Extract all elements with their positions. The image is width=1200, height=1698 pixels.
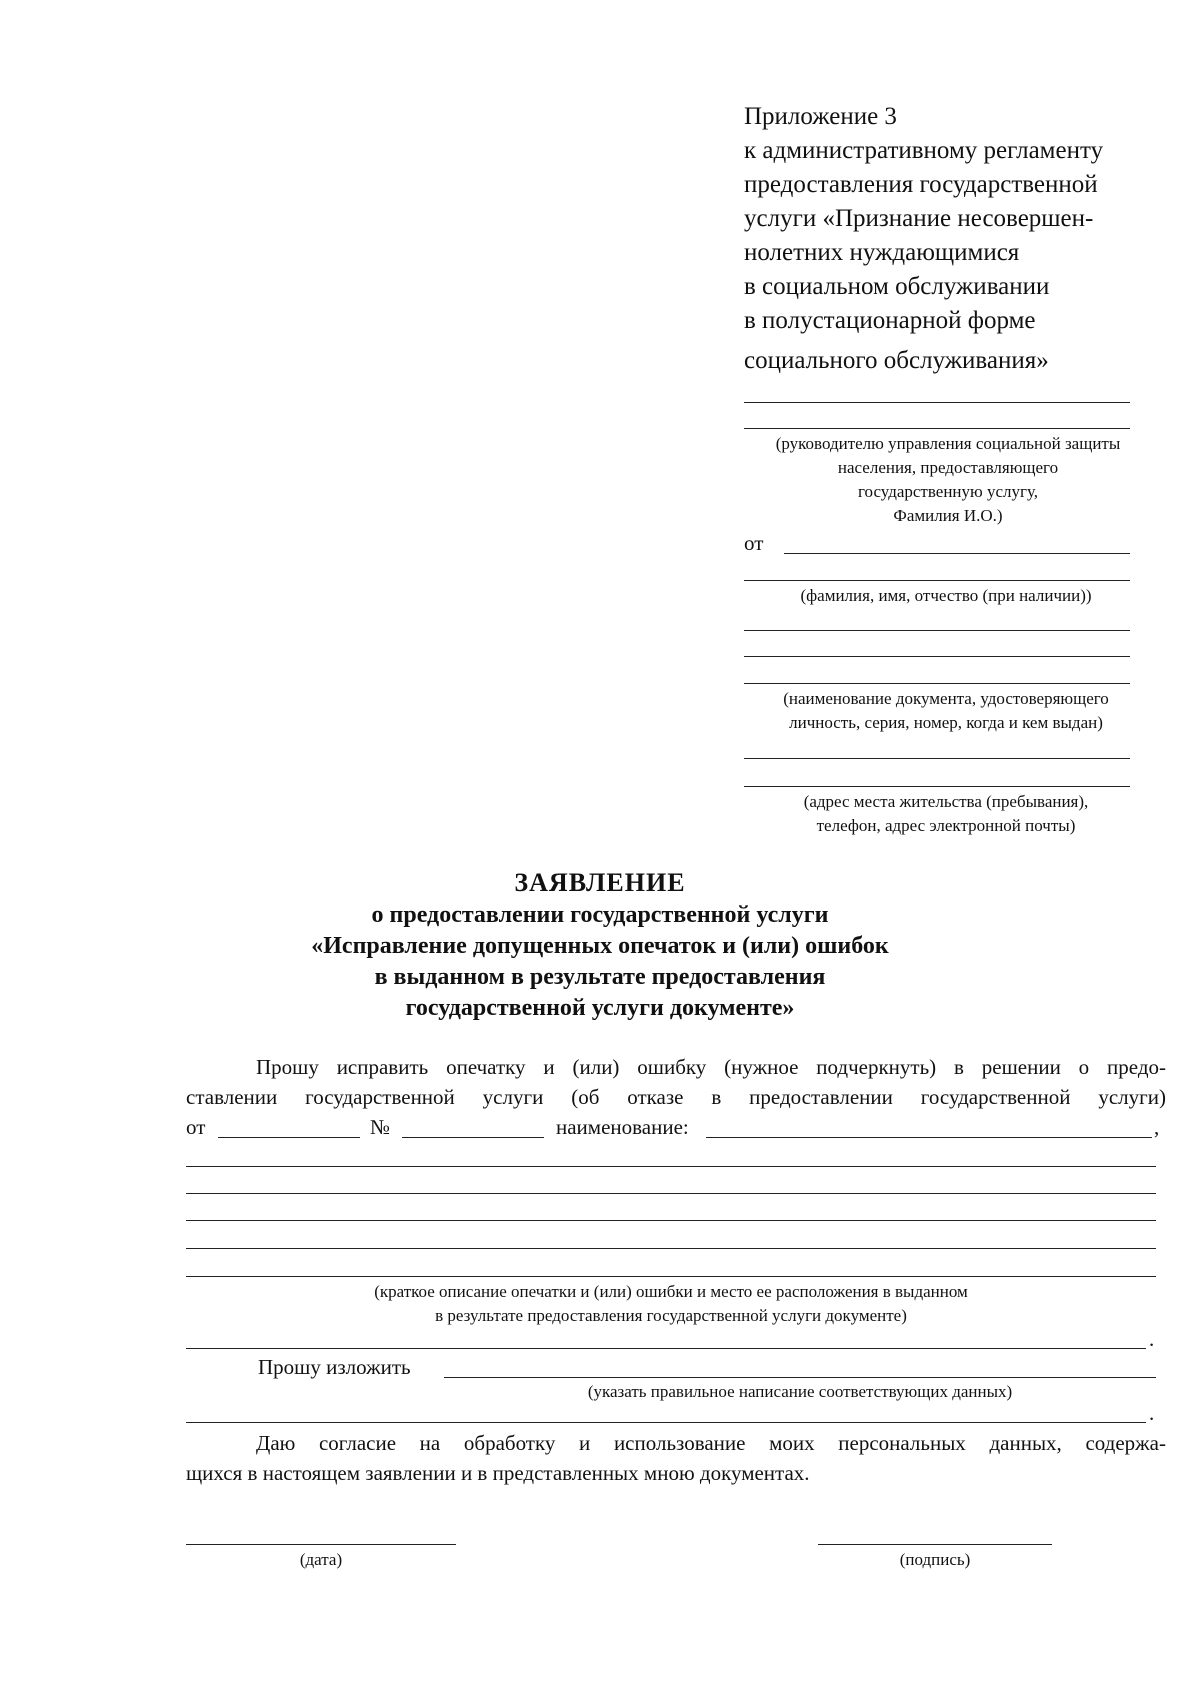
addressee-line[interactable] [744, 402, 1130, 403]
address-caption: (адрес места жительства (пребывания), телефон, адрес электронной почты) [803, 792, 1089, 835]
appendix-title: Приложение 3 [744, 103, 897, 130]
description-line[interactable] [186, 1220, 1156, 1221]
title-heading: ЗАЯВЛЕНИЕ [514, 868, 686, 897]
request-text-line2: ставлении государственной услуги (об отказе в предоставлении государственной услуги) [186, 1085, 1166, 1109]
document-title [0, 866, 1200, 1024]
appendix-line: нолетних нуждающимися [744, 239, 1020, 266]
description-line[interactable] [186, 1276, 1156, 1277]
appendix-line: социального обслуживания» [744, 347, 1049, 374]
appendix-line: услуги «Признание несовершен- [744, 205, 1094, 232]
decision-name-field[interactable] [706, 1137, 1152, 1138]
signature-caption: (подпись) [899, 1550, 971, 1569]
comma-mark: , [1154, 1115, 1160, 1139]
description-line[interactable] [186, 1166, 1156, 1167]
addressee-caption: (руководителю управления социальной защиты населения, предоставляющего государственную услугу, Фамилия И.О.) [775, 434, 1121, 525]
title-line: «Исправление допущенных опечаток и (или) ошибок [311, 933, 889, 959]
period-mark: . [1149, 1401, 1155, 1425]
date-caption: (дата) [299, 1550, 343, 1569]
description-line[interactable] [186, 1193, 1156, 1194]
correct-value-caption: (указать правильное написание соответствующих данных) [587, 1382, 1013, 1401]
document-caption: (наименование документа, удостоверяющего личность, серия, номер, когда и кем выдан) [783, 689, 1109, 732]
period-mark: . [1149, 1327, 1155, 1351]
appendix-line: в социальном обслуживании [744, 273, 1050, 300]
document-field[interactable] [744, 683, 1130, 684]
appendix-header [744, 100, 1164, 378]
consent-line1: Даю согласие на обработку и использование моих персональных данных, содержа- [256, 1431, 1166, 1455]
title-line: в выданном в результате предоставления [374, 964, 826, 990]
title-line: о предоставлении государственной услуги [371, 902, 829, 928]
correct-value-field-2[interactable] [186, 1422, 1146, 1423]
consent-line2: щихся в настоящем заявлении и в представленных мною документах. [186, 1461, 810, 1485]
addressee-line[interactable] [744, 428, 1130, 429]
applicant-name-field[interactable] [784, 553, 1130, 554]
name-label: наименование: [556, 1115, 689, 1139]
description-line-final[interactable] [186, 1348, 1146, 1349]
number-label: № [370, 1115, 391, 1139]
date-field[interactable] [186, 1544, 456, 1545]
correct-value-field[interactable] [444, 1377, 1156, 1378]
description-caption: (краткое описание опечатки и (или) ошибки и место ее расположения в выданном в результате предоставления государственной услуги документе) [374, 1282, 968, 1325]
fio-caption: (фамилия, имя, отчество (при наличии)) [800, 586, 1092, 605]
document-field[interactable] [744, 630, 1130, 631]
document-field[interactable] [744, 656, 1130, 657]
signature-field[interactable] [818, 1544, 1052, 1545]
appendix-line: к административному регламенту [744, 137, 1104, 164]
title-line: государственной услуги документе» [405, 995, 795, 1021]
request-text-line1: Прошу исправить опечатку и (или) ошибку (нужное подчеркнуть) в решении о предо- [256, 1055, 1166, 1079]
appendix-line: предоставления государственной [744, 171, 1098, 198]
description-line[interactable] [186, 1248, 1156, 1249]
applicant-name-field-2[interactable] [744, 580, 1130, 581]
address-field[interactable] [744, 786, 1130, 787]
state-label: Прошу изложить [258, 1355, 411, 1379]
address-field[interactable] [744, 758, 1130, 759]
decision-number-field[interactable] [402, 1137, 544, 1138]
request-from-label: от [186, 1115, 206, 1139]
from-label: от [744, 531, 764, 555]
decision-date-field[interactable] [218, 1137, 360, 1138]
appendix-line: в полустационарной форме [744, 307, 1036, 334]
